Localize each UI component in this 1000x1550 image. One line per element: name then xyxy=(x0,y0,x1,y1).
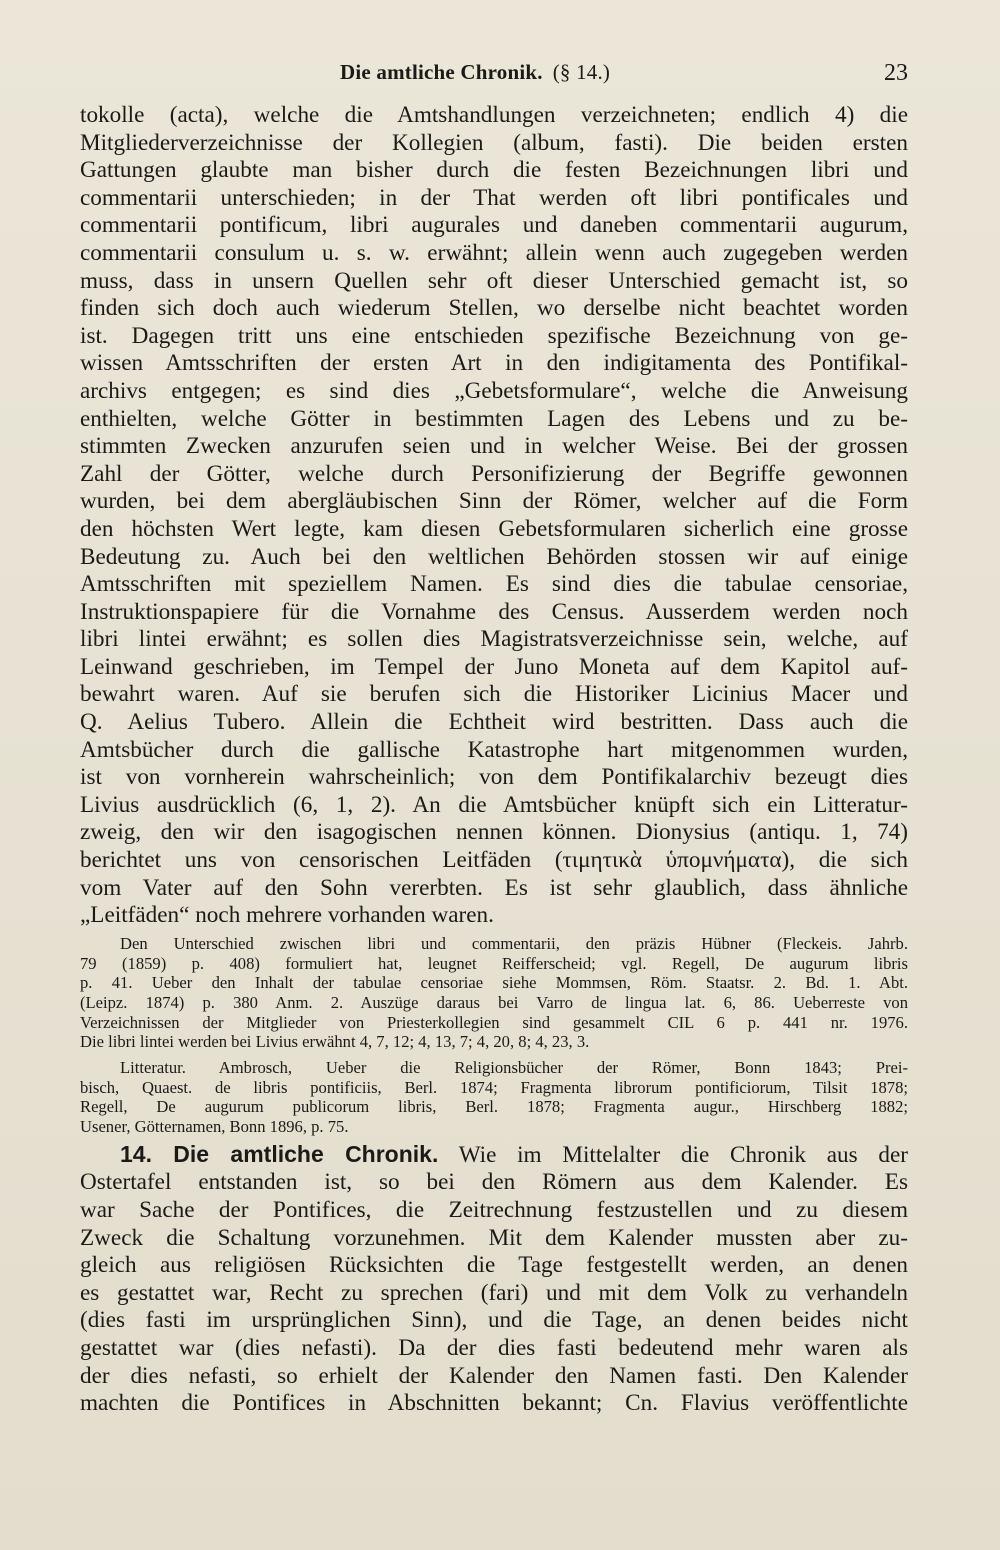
section-first-line-text: Wie im Mittelalter die Chronik aus der xyxy=(458,1141,908,1168)
text-line: tokolle (acta), welche die Amtshandlungen verzeichneten; endlich 4) die xyxy=(80,102,908,128)
section-line: Ostertafel entstanden ist, so bei den Römern aus dem Kalender. Es xyxy=(80,1169,908,1196)
text-line: ist. Dagegen tritt uns eine entschieden spezifische Bezeichnung von ge- xyxy=(80,322,908,349)
note-line: Die libri lintei werden bei Livius erwähnt 4, 7, 12; 4, 13, 7; 4, 20, 8; 4, 23, 3. xyxy=(80,1032,590,1052)
running-title xyxy=(340,60,610,85)
text-line: Leinwand geschrieben, im Tempel der Juno Moneta auf dem Kapitol auf- xyxy=(80,653,908,680)
text-line: Instruktionspapiere für die Vornahme des Census. Ausserdem werden noch xyxy=(80,598,908,625)
text-line: commentarii consulum u. s. w. erwähnt; allein wenn auch zugegeben werden xyxy=(80,239,908,266)
text-line: den höchsten Wert legte, kam diesen Gebetsformularen sicherlich eine grosse xyxy=(80,515,908,542)
page-header xyxy=(80,56,908,96)
section-reference: (§ 14.) xyxy=(552,60,611,84)
footnotes xyxy=(80,934,908,1137)
note-line: Den Unterschied zwischen libri und commentarii, den präzis Hübner (Fleckeis. Jahrb. xyxy=(120,933,908,953)
text-line: „Leitfäden“ noch mehrere vorhanden waren. xyxy=(80,902,494,929)
section-first-line xyxy=(80,1141,908,1170)
text-line: archivs entgegen; es sind dies „Gebetsformulare“, welche die Anweisung xyxy=(80,377,908,404)
section-line: gleich aus religiösen Rücksichten die Tage festgestellt werden, an denen xyxy=(80,1252,908,1279)
text-line: libri lintei erwähnt; es sollen dies Magistratsverzeichnisse sein, welche, auf xyxy=(80,626,908,653)
section-line: machten die Pontifices in Abschnitten bekannt; Cn. Flavius veröffentlichte xyxy=(80,1390,908,1417)
main-text xyxy=(80,102,908,930)
text-line: ist von vornherein wahrscheinlich; von dem Pontifikalarchiv bezeugt dies xyxy=(80,764,908,791)
text-line: wurden, bei dem abergläubischen Sinn der Römer, welcher auf die Form xyxy=(80,488,908,515)
section-heading: 14. Die amtliche Chronik. xyxy=(120,1140,439,1167)
text-line: commentarii unterschieden; in der That werden oft libri pontificales und xyxy=(80,184,908,211)
text-line: stimmten Zwecken anzurufen seien und in welcher Weise. Bei der grossen xyxy=(80,433,908,460)
section-line: der dies nefasti, so erhielt der Kalender den Namen fasti. Den Kalender xyxy=(80,1362,908,1389)
text-line: Livius ausdrücklich (6, 1, 2). An die Amtsbücher knüpft sich ein Litteratur- xyxy=(80,791,908,818)
section-line: Zweck die Schaltung vorzunehmen. Mit dem Kalender mussten aber zu- xyxy=(80,1224,908,1251)
text-line: Bedeutung zu. Auch bei den weltlichen Behörden stossen wir auf einige xyxy=(80,543,908,570)
note-line: 79 (1859) p. 408) formuliert hat, leugnet Reifferscheid; vgl. Regell, De augurum libris xyxy=(80,953,908,973)
note-line: p. 41. Ueber den Inhalt der tabulae censoriae siehe Mommsen, Röm. Staatsr. 2. Bd. 1. Abt. xyxy=(80,973,908,993)
text-line: commentarii pontificum, libri augurales und daneben commentarii augurum, xyxy=(80,212,908,239)
text-line: Amtsbücher durch die gallische Katastrophe hart mitgenommen wurden, xyxy=(80,736,908,763)
running-title-text: Die amtliche Chronik. xyxy=(340,60,543,84)
section-line: (dies fasti im ursprünglichen Sinn), und die Tage, an denen beides nicht xyxy=(80,1307,908,1334)
text-line: berichtet uns von censorischen Leitfäden (τιμητικὰ ὑπομνήματα), die sich xyxy=(80,847,908,874)
section-line: gestattet war (dies nefasti). Da der dies fasti bedeutend mehr waren als xyxy=(80,1335,908,1361)
section-line: es gestattet war, Recht zu sprechen (fari) und mit dem Volk zu verhandeln xyxy=(80,1279,908,1306)
text-line: Zahl der Götter, welche durch Personifizierung der Begriffe gewonnen xyxy=(80,460,908,487)
note-line: Verzeichnissen der Mitglieder von Priesterkollegien sind gesammelt CIL 6 p. 441 nr. 1976. xyxy=(80,1012,908,1032)
text-line: Gattungen glaubte man bisher durch die festen Bezeichnungen libri und xyxy=(80,157,908,184)
literature-line: Usener, Götternamen, Bonn 1896, p. 75. xyxy=(80,1117,349,1137)
literature-line: Litteratur. Ambrosch, Ueber die Religionsbücher der Römer, Bonn 1843; Prei- xyxy=(120,1058,908,1078)
note-line: (Leipz. 1874) p. 380 Anm. 2. Auszüge daraus bei Varro de lingua lat. 6, 86. Ueberreste von xyxy=(80,992,908,1012)
text-line: Mitgliederverzeichnisse der Kollegien (album, fasti). Die beiden ersten xyxy=(80,129,908,156)
literature-line: bisch, Quaest. de libris pontificiis, Berl. 1874; Fragmenta librorum pontificiorum, Tilsit 1878; xyxy=(80,1077,908,1097)
text-line: muss, dass in unsern Quellen sehr oft dieser Unterschied gemacht ist, so xyxy=(80,267,908,294)
section-line: war Sache der Pontifices, die Zeitrechnung festzustellen und zu diesem xyxy=(80,1197,908,1224)
section-14 xyxy=(80,1141,908,1418)
text-line: bewahrt waren. Auf sie berufen sich die Historiker Licinius Macer und xyxy=(80,681,908,708)
text-line: zweig, den wir den isagogischen nennen können. Dionysius (antiqu. 1, 74) xyxy=(80,819,908,846)
text-line: wissen Amtsschriften der ersten Art in den indigitamenta des Pontifikal- xyxy=(80,350,908,377)
text-line: Q. Aelius Tubero. Allein die Echtheit wird bestritten. Dass auch die xyxy=(80,709,908,736)
page-number: 23 xyxy=(884,60,908,86)
text-line: vom Vater auf den Sohn vererbten. Es ist sehr glaublich, dass ähnliche xyxy=(80,874,908,901)
text-line: Amtsschriften mit speziellem Namen. Es sind dies die tabulae censoriae, xyxy=(80,571,908,598)
literature-line: Regell, De augurum publicorum libris, Berl. 1878; Fragmenta augur., Hirschberg 1882; xyxy=(80,1097,908,1117)
text-line: enthielten, welche Götter in bestimmten Lagen des Lebens und zu be- xyxy=(80,405,908,432)
text-line: finden sich doch auch wiederum Stellen, wo derselbe nicht beachtet worden xyxy=(80,295,908,322)
